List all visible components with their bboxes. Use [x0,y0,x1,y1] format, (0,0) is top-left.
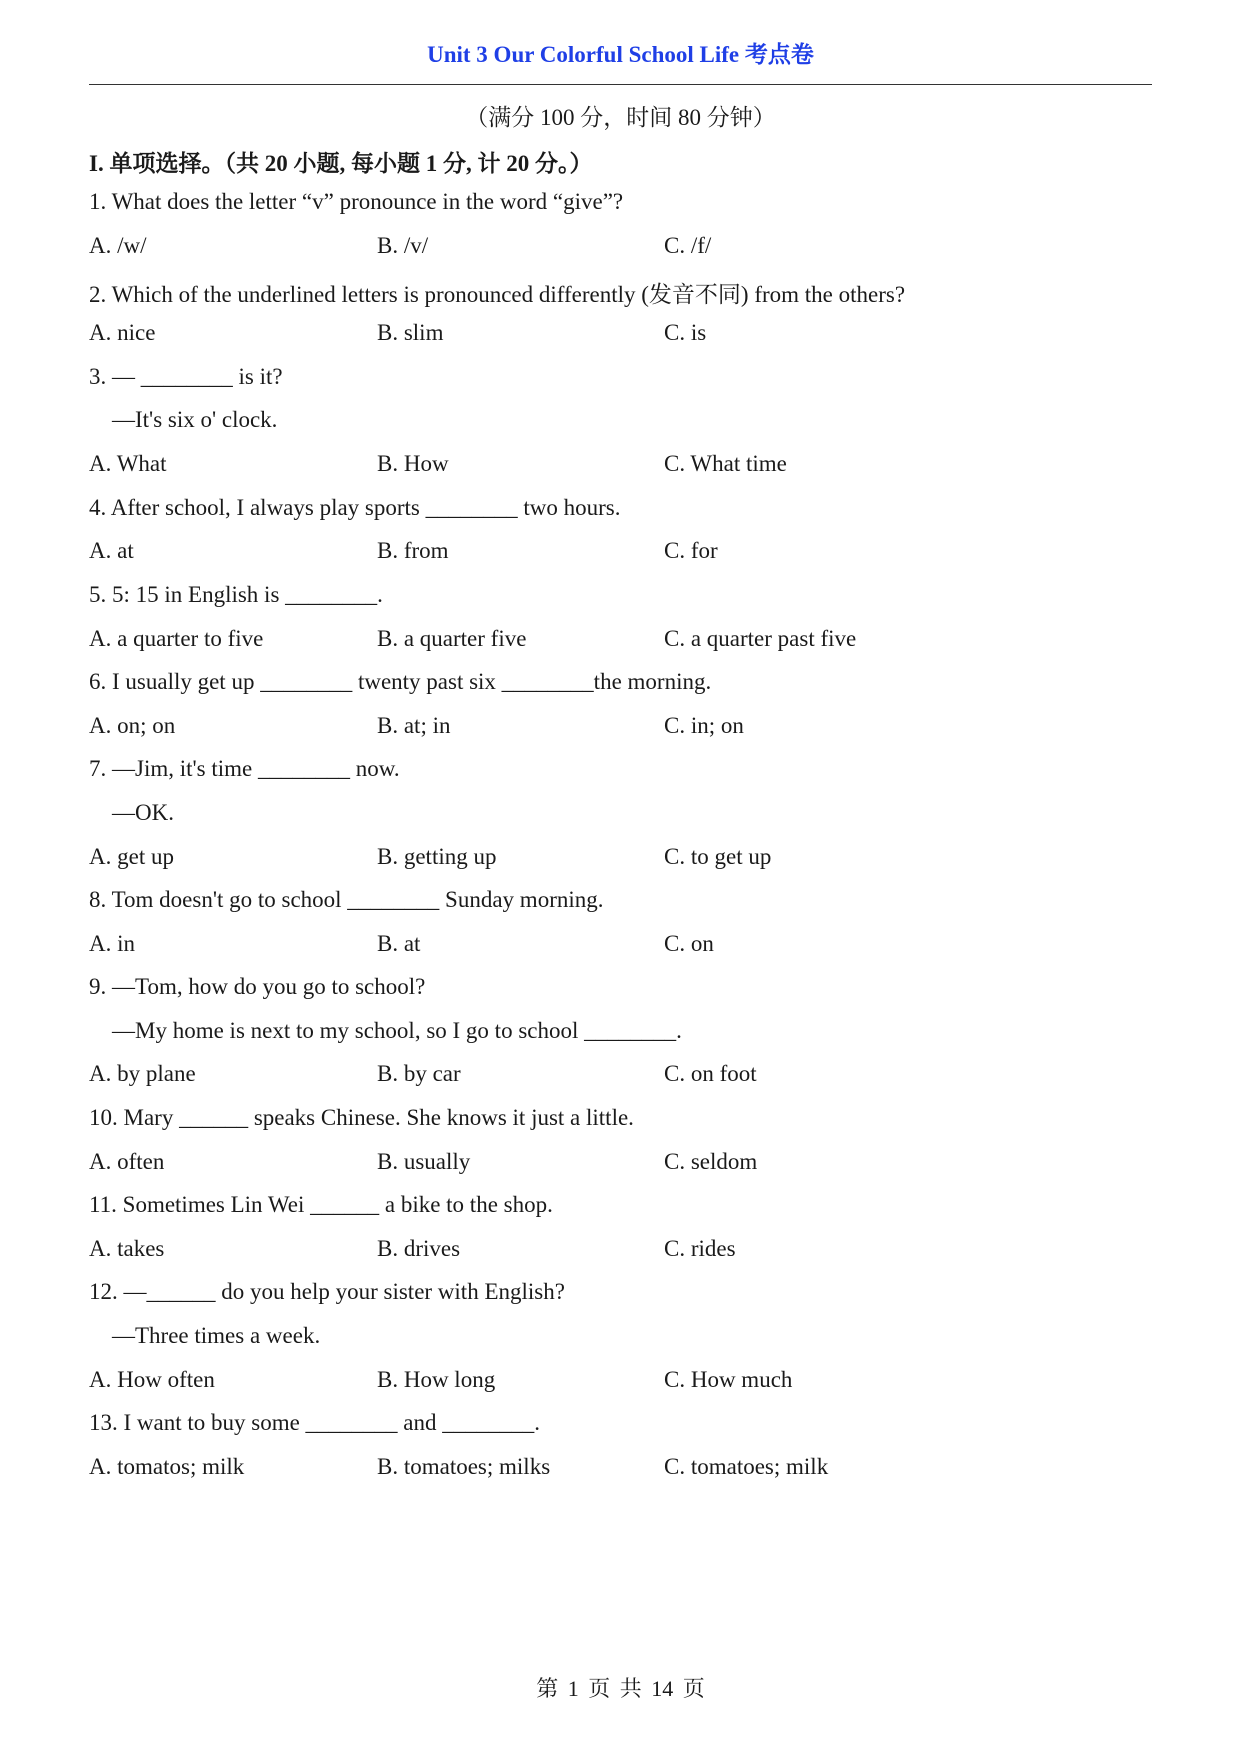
option-c: C. on foot [664,1061,757,1086]
question-12-stem: 12. —______ do you help your sister with English? [89,1279,565,1304]
option-b: B. at [377,931,421,956]
question-5-options [0,626,1241,656]
option-b: B. from [377,538,449,563]
question-4-stem: 4. After school, I always play sports ________ two hours. [89,495,621,520]
question-13-stem: 13. I want to buy some ________ and ________. [89,1410,541,1435]
option-a: A. takes [89,1236,165,1261]
option-b: B. getting up [377,844,497,869]
option-b: B. How [377,451,449,476]
page-number: 第 1 页 共 14 页 [536,1676,705,1701]
option-a: A. /w/ [89,233,147,258]
header-divider [89,84,1152,85]
question-12-reply: —Three times a week. [112,1323,321,1348]
option-a: A. often [89,1149,165,1174]
question-7-stem: 7. —Jim, it's time ________ now. [89,756,400,781]
option-b: B. How long [377,1367,496,1392]
option-a: A. How often [89,1367,215,1392]
option-a: A. tomatos; milk [89,1454,245,1479]
option-a: A. get up [89,844,174,869]
question-8-options [0,931,1241,961]
question-7-reply: —OK. [112,800,174,825]
option-a: A. a quarter to five [89,626,264,651]
option-b: B. drives [377,1236,461,1261]
option-c: C. /f/ [664,233,712,258]
question-3-options [0,451,1241,481]
question-6-options [0,713,1241,743]
question-9-reply: —My home is next to my school, so I go to school ________. [112,1018,682,1043]
question-8-stem: 8. Tom doesn't go to school ________ Sunday morning. [89,887,604,912]
option-c: C. for [664,538,718,563]
question-11-stem: 11. Sometimes Lin Wei ______ a bike to the shop. [89,1192,553,1217]
option-c: C. What time [664,451,787,476]
option-a: A. by plane [89,1061,196,1086]
option-b: B. a quarter five [377,626,527,651]
option-b: B. by car [377,1061,461,1086]
option-a: A. on; on [89,713,176,738]
question-3-reply: —It's six o' clock. [112,407,278,432]
question-5-stem: 5. 5: 15 in English is ________. [89,582,383,607]
question-13-options [0,1454,1241,1484]
question-11-options [0,1236,1241,1266]
question-2-options [0,320,1241,350]
option-b: B. tomatoes; milks [377,1454,551,1479]
option-c: C. tomatoes; milk [664,1454,829,1479]
option-c: C. rides [664,1236,736,1261]
option-c: C. in; on [664,713,744,738]
question-9-options [0,1061,1241,1091]
question-7-options [0,844,1241,874]
option-a: A. What [89,451,167,476]
question-12-options [0,1367,1241,1397]
option-a: A. at [89,538,134,563]
option-a: A. nice [89,320,156,345]
option-a: A. in [89,931,135,956]
question-3-stem: 3. — ________ is it? [89,364,283,389]
question-1-options [0,233,1241,263]
question-9-stem: 9. —Tom, how do you go to school? [89,974,426,999]
option-c: C. a quarter past five [664,626,857,651]
option-b: B. at; in [377,713,451,738]
option-c: C. How much [664,1367,793,1392]
question-6-stem: 6. I usually get up ________ twenty past six ________the morning. [89,669,712,694]
question-1-stem: 1. What does the letter “v” pronounce in the word “give”? [89,189,624,214]
option-c: C. on [664,931,714,956]
option-b: B. slim [377,320,444,345]
section-heading: I. 单项选择。（共 20 小题, 每小题 1 分, 计 20 分。） [89,151,593,176]
option-c: C. seldom [664,1149,758,1174]
question-4-options [0,538,1241,568]
option-b: B. usually [377,1149,471,1174]
option-c: C. to get up [664,844,772,869]
question-2-stem: 2. Which of the underlined letters is pronounced differently (发音不同) from the others? [89,282,906,307]
question-10-options [0,1149,1241,1179]
score-time-note: （满分 100 分，时间 80 分钟） [465,105,776,130]
page-title: Unit 3 Our Colorful School Life 考点卷 [427,42,814,67]
option-b: B. /v/ [377,233,429,258]
option-c: C. is [664,320,707,345]
question-10-stem: 10. Mary ______ speaks Chinese. She knows it just a little. [89,1105,634,1130]
